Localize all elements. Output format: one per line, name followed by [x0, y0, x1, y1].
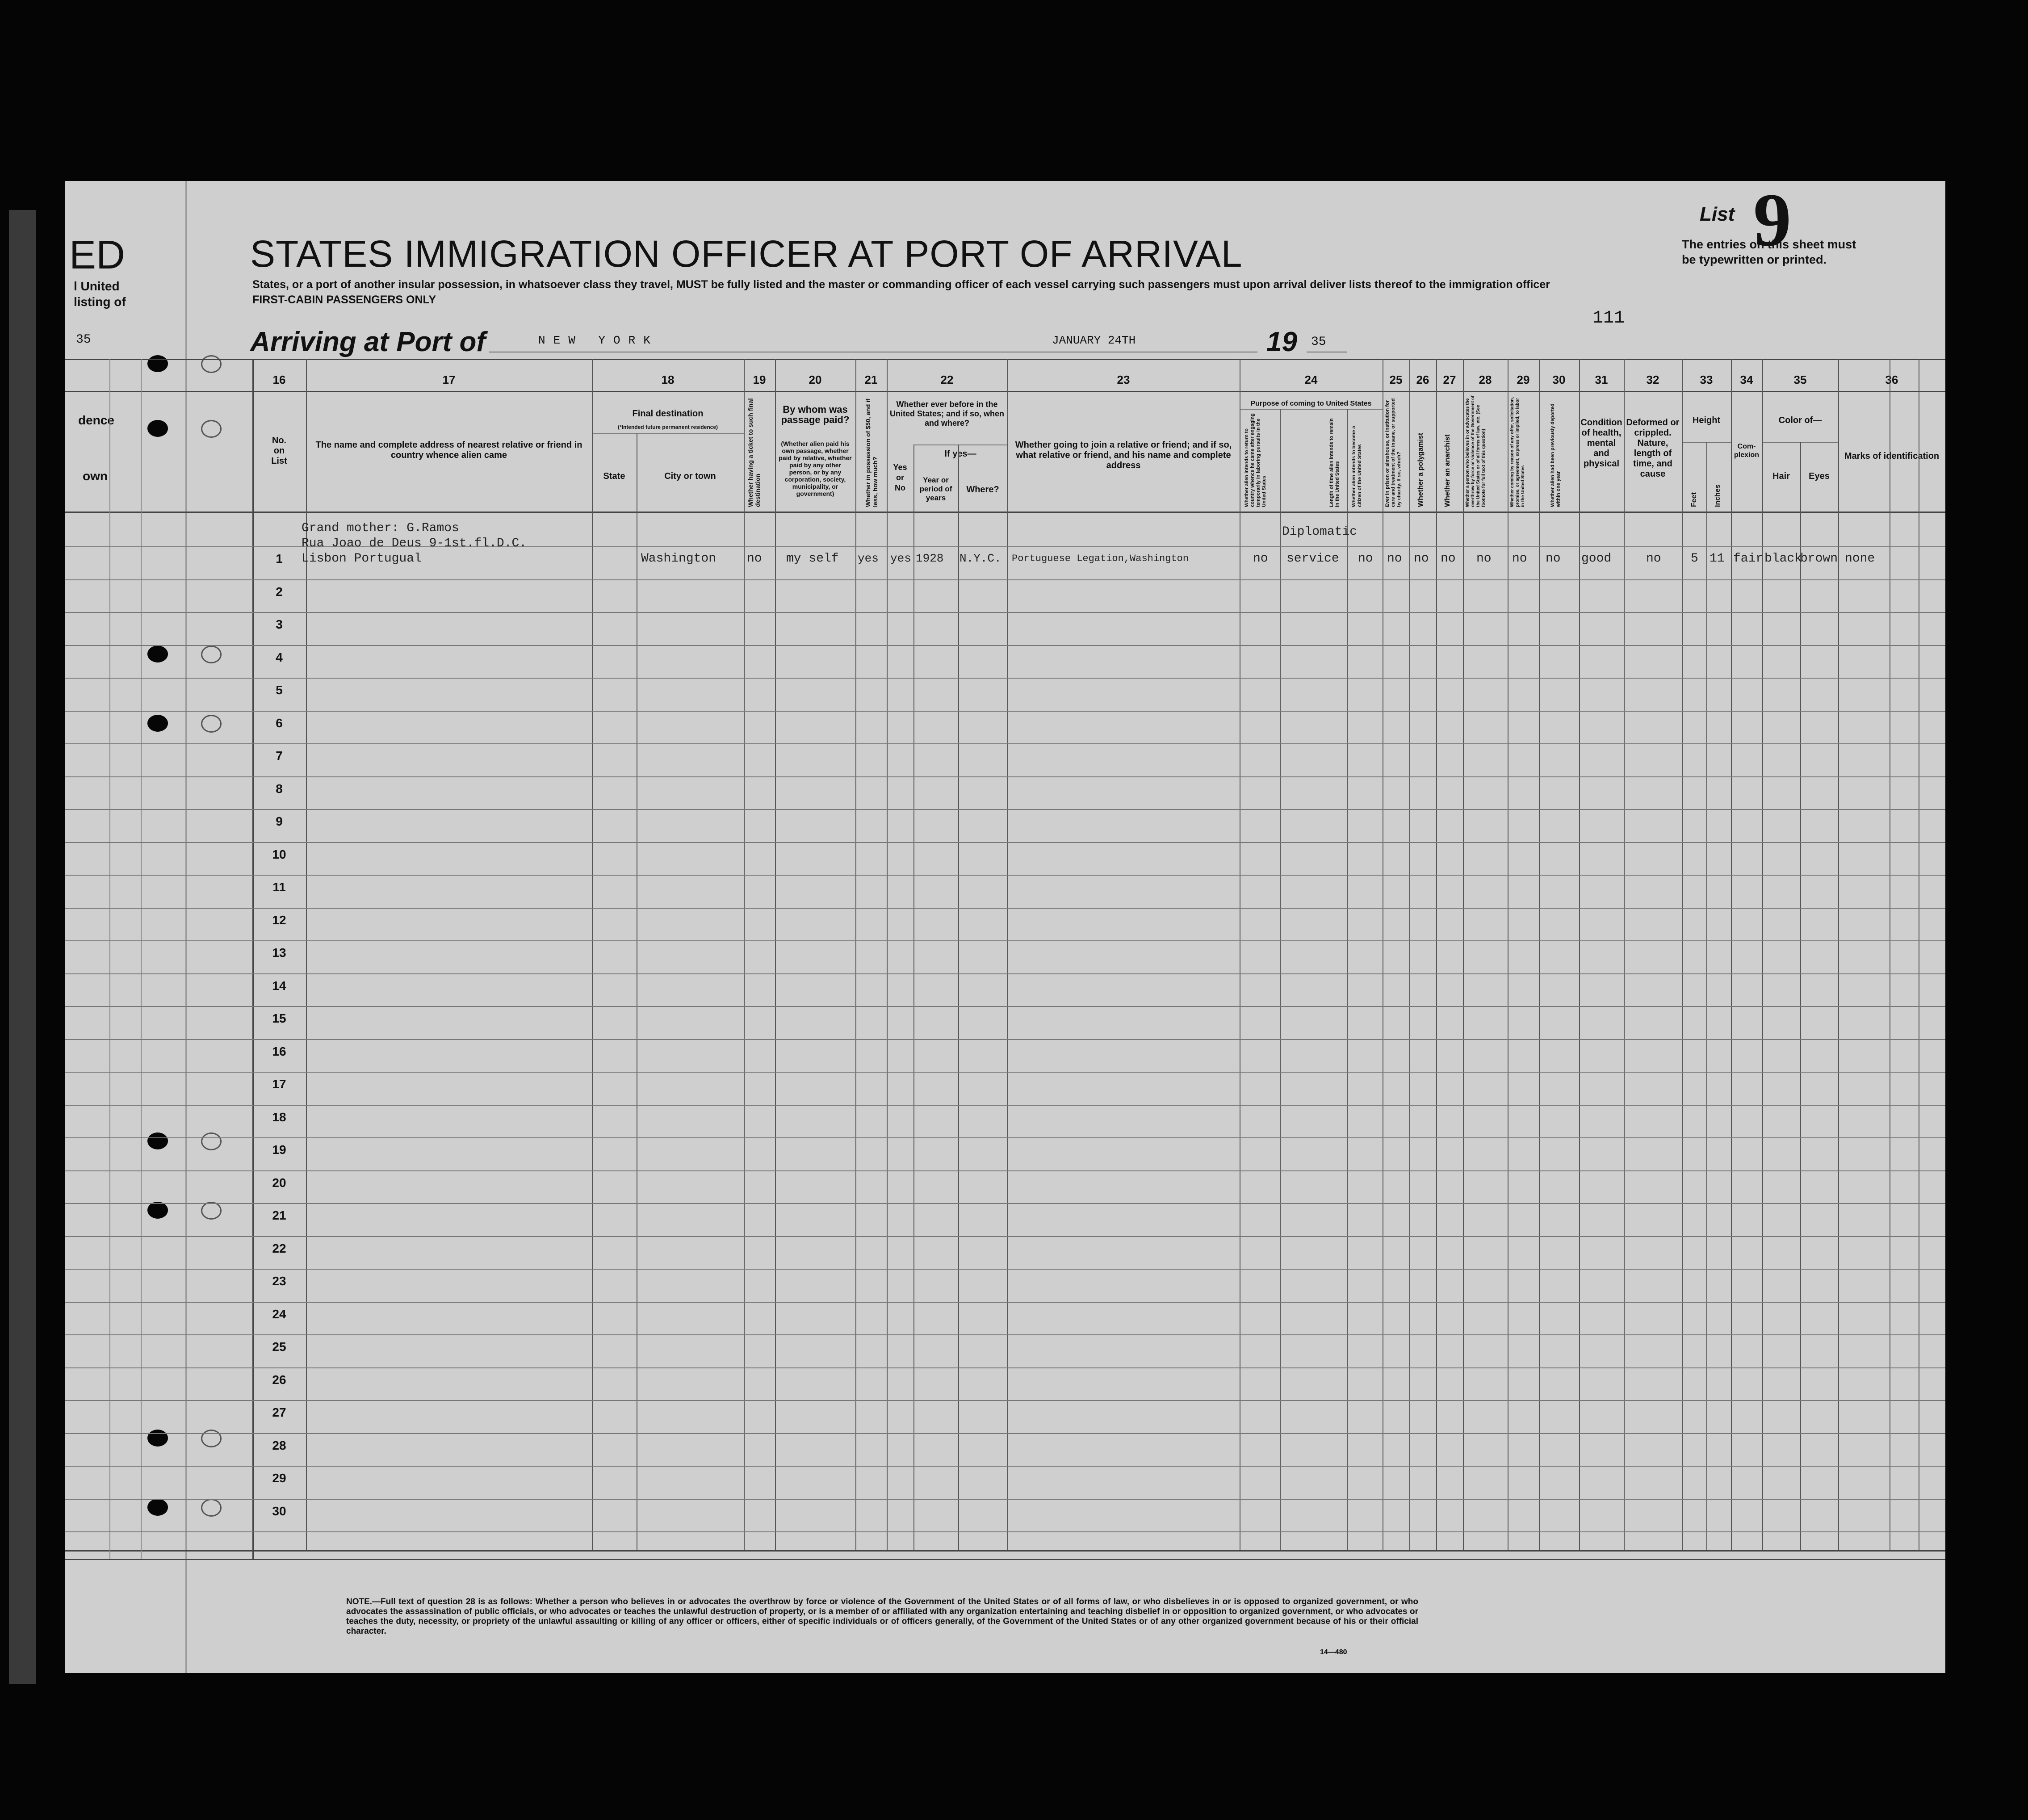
port-value: NEW YORK: [538, 334, 658, 347]
entry-possession: yes: [858, 552, 879, 565]
header-where: Where?: [966, 485, 999, 495]
entries-note-line: be typewritten or printed.: [1682, 253, 1827, 266]
column-rule: [1800, 442, 1801, 1550]
row-rule: [65, 1236, 1945, 1237]
row-rule: [65, 875, 1945, 876]
row-number: 12: [272, 913, 286, 927]
entry-inches: 11: [1710, 552, 1725, 566]
header-if-yes: If yes—: [944, 449, 976, 459]
row-number: 18: [272, 1110, 286, 1124]
col-number: 28: [1479, 373, 1492, 386]
stub-col-label: dence: [78, 413, 114, 427]
row-rule: [65, 842, 1945, 843]
col-number: 32: [1646, 373, 1659, 386]
row-rule: [65, 908, 1945, 909]
entry-anarchist: no: [1441, 552, 1456, 566]
col-number: 34: [1740, 373, 1753, 386]
header-paid-by: By whom was passage paid?: [781, 404, 850, 425]
column-rule: [592, 359, 593, 1550]
col-number: 33: [1700, 373, 1713, 386]
column-rule: [1762, 359, 1763, 1550]
col-number: 18: [661, 373, 675, 386]
binder-ring: [201, 1499, 222, 1517]
row-rule: [65, 1170, 1945, 1171]
entry-joining: Portuguese Legation,Washington: [1012, 553, 1189, 564]
column-rule: [913, 445, 914, 1550]
binder-ring: [201, 715, 222, 733]
header-height: Height: [1692, 415, 1721, 425]
col-number: 17: [442, 373, 456, 386]
header-citizen: Whether alien intends to become a citizen of the United States: [1351, 426, 1362, 507]
entry-year: 1928: [916, 552, 944, 565]
row-rule: [65, 940, 1945, 941]
row-rule: [65, 743, 1945, 744]
header-purpose-length: Length of time alien intends to remain in the United States: [1329, 418, 1340, 507]
row-number: 2: [276, 585, 283, 599]
entry-purpose-return: no: [1253, 552, 1268, 566]
stub-fragment-title: ED: [69, 233, 126, 277]
entry-complexion: fair: [1733, 552, 1764, 566]
entry-polygamist: no: [1414, 552, 1429, 566]
entry-overthrow: no: [1476, 552, 1492, 566]
entry-relative-name: Grand mother: G.Ramos: [302, 521, 459, 535]
row-number: 27: [272, 1405, 286, 1419]
row-rule: [65, 1499, 1945, 1500]
stub-col-label: own: [83, 469, 108, 483]
header-color-of: Color of—: [1778, 415, 1822, 425]
binder-hole: [147, 646, 168, 663]
back-page-edge: [9, 210, 36, 1684]
entries-note: [1682, 237, 1856, 267]
row-rule: [65, 1531, 1945, 1532]
entry-deformed: no: [1646, 552, 1661, 566]
header-yes-no: Yes or No: [893, 463, 907, 492]
table-bottom-rule: [65, 1550, 1945, 1552]
header-final-destination-note: (*Intended future permanent residence): [617, 424, 718, 430]
row-rule: [65, 612, 1945, 613]
stub-year: 35: [76, 333, 91, 347]
column-rule: [958, 445, 959, 1550]
header-going-to-join: Whether going to join a relative or friend; and if so, what relative or friend, and his name and complete address: [1015, 440, 1232, 470]
row-number: 6: [276, 716, 283, 730]
col-number: 16: [272, 373, 286, 386]
footer-note: NOTE.—Full text of question 28 is as follows: Whether a person who believes in or advocates the overthrow by force or violence of the Government of the United States or of all forms of law, or who disbelieves in or is opposed to organized government, or who advocates the assassination of public officials, or who advocates or teaches the unlawful destruction of property, or is a member of or affiliated with any organization entertaining and teaching disbelief in or opposition to organized government, or who advocates or teaches the duty, necessity, or propriety of the unlawful assaulting or killing of any officer or officers, either of specific individuals or of officers generally, of the Government of the United States or of any other organized government because of his or their official character.: [346, 1597, 1418, 1636]
year-suffix: 35: [1311, 335, 1326, 349]
header-inches: Inches: [1714, 484, 1722, 507]
binder-hole: [147, 715, 168, 732]
row-rule: [65, 1006, 1945, 1007]
binder-hole: [147, 1430, 168, 1447]
col-number: 31: [1595, 373, 1608, 386]
list-label: List: [1700, 203, 1735, 225]
header-prison: Ever in prison or almshouse, or institution for care and treatment of the insane, or supported by charity. If so, which?: [1385, 398, 1402, 507]
row-rule: [65, 1269, 1945, 1270]
col-number: 35: [1793, 373, 1807, 386]
col-number: 22: [940, 373, 954, 386]
header-overthrow: Whether a person who believes in or advocates the overthrow by force or violence of the Government of the United States or of all forms of law, etc. (See footnote for full text of this question): [1465, 395, 1486, 507]
row-rule: [65, 809, 1945, 810]
row-number: 23: [272, 1274, 286, 1288]
page-title: STATES IMMIGRATION OFFICER AT PORT OF ARRIVAL: [250, 233, 1243, 275]
header-deformed: Deformed or crippled. Nature, length of time, and cause: [1626, 418, 1680, 479]
header-deported: Whether alien had been previously deported within one year: [1550, 403, 1561, 507]
binder-hole: [147, 1202, 168, 1219]
list-number: 9: [1753, 181, 1791, 262]
header-paid-by-note: (Whether alien paid his own passage, whether paid by relative, whether paid by any other person, or by any corporation, society, municipality, or government): [779, 440, 852, 497]
col-number: 30: [1552, 373, 1566, 386]
header-marks: Marks of identification: [1844, 451, 1940, 461]
row-number: 13: [272, 946, 286, 960]
row-number: 20: [272, 1176, 286, 1190]
row-number: 10: [272, 847, 286, 861]
date-value: JANUARY 24TH: [1052, 334, 1136, 347]
row-rule: [65, 579, 1945, 580]
instruction-text: States, or a port of another insular possession, in whatsoever class they travel, MUST be fully listed and the master or commanding officer of each vessel carrying such passengers must upon arrival deliver lists thereof to the immigration officer: [252, 278, 1550, 291]
row-rule: [65, 1137, 1945, 1138]
header-offer: Whether coming by reason of any offer, solicitation, promise, or agreement, express or implied, to labor in the United States: [1510, 397, 1525, 507]
row-number: 25: [272, 1340, 286, 1354]
row-rule: [65, 1039, 1945, 1040]
col-number: 36: [1885, 373, 1898, 386]
col-number: 27: [1443, 373, 1456, 386]
stub-fragment-line: listing of: [74, 295, 126, 309]
header-ever-before: Whether ever before in the United States; and if so, when and where?: [889, 400, 1005, 428]
entry-ticket: no: [747, 552, 762, 566]
row-number: 29: [272, 1471, 286, 1485]
row-rule: [65, 1302, 1945, 1303]
header-purpose-return: Whether alien intends to return to country whence he came after engaging temporarily in laboring pursuits in the United States: [1244, 413, 1267, 507]
row-number: 8: [276, 782, 283, 796]
manifest-sheet: [65, 181, 1945, 1673]
row-rule: [65, 776, 1945, 777]
entry-paid-by: my self: [786, 552, 839, 566]
header-relative-address: The name and complete address of nearest relative or friend in country whence alien came: [315, 440, 582, 460]
entry-marks: none: [1845, 552, 1875, 566]
stub-rule: [141, 359, 142, 1559]
row-number: 30: [272, 1504, 286, 1518]
row-rule: [65, 1400, 1945, 1401]
row-rule: [65, 645, 1945, 646]
row-number: 11: [272, 880, 286, 894]
header-condition-health: Condition of health, mental and physical: [1580, 418, 1622, 469]
row-rule: [65, 1203, 1945, 1204]
row-number: 3: [276, 617, 283, 631]
row-number: 14: [272, 979, 286, 993]
row-number: 5: [276, 683, 283, 697]
entry-offer: no: [1512, 552, 1527, 566]
header-polygamist: Whether a polygamist: [1417, 432, 1425, 507]
row-number: 7: [276, 749, 283, 763]
col-number: 24: [1304, 373, 1318, 386]
column-rule: [887, 359, 888, 1550]
entry-eyes: brown: [1800, 552, 1838, 566]
row-rule: [65, 1433, 1945, 1434]
left-stub: [65, 181, 187, 1673]
entry-purpose-length: Diplomatic: [1282, 525, 1358, 539]
header-city: City or town: [664, 471, 716, 481]
row-number: 15: [272, 1011, 286, 1025]
header-eyes: Eyes: [1809, 471, 1830, 481]
column-rule: [1409, 359, 1410, 1550]
row-rule: [65, 678, 1945, 679]
row-number: 9: [276, 814, 283, 828]
col-number: 20: [809, 373, 822, 386]
column-rule: [1007, 359, 1008, 1550]
stub-fragment-line: l United: [74, 279, 120, 293]
entries-note-line: The entries on this sheet must: [1682, 238, 1856, 251]
row-number: 22: [272, 1241, 286, 1255]
entry-ever-before: yes: [890, 552, 911, 565]
entry-hair: black: [1764, 552, 1802, 566]
row-number: 1: [276, 552, 283, 566]
header-purpose: Purpose of coming to United States: [1250, 400, 1372, 407]
header-ticket: Whether having a ticket to such final destination: [747, 398, 761, 507]
header-feet: Feet: [1690, 492, 1698, 507]
binder-ring: [201, 1132, 222, 1150]
header-complexion: Com- plexion: [1734, 443, 1759, 459]
header-final-destination: Final destination: [632, 409, 704, 419]
col-number: 26: [1416, 373, 1429, 386]
row-number: 28: [272, 1438, 286, 1452]
row-number: 19: [272, 1143, 286, 1157]
row-rule: [65, 1334, 1945, 1335]
binder-ring: [201, 1430, 222, 1447]
binder-ring: [201, 1202, 222, 1220]
column-rule: [1731, 359, 1732, 1550]
stub-rule: [109, 359, 110, 1559]
table-rule: [65, 391, 1945, 392]
column-rule: [1706, 442, 1707, 1550]
column-rule: [1579, 359, 1580, 1550]
year-prefix: 19: [1266, 327, 1297, 357]
binder-ring: [201, 646, 222, 663]
column-rule: [855, 359, 856, 1550]
entry-health: good: [1581, 552, 1612, 566]
entry-deported: no: [1546, 552, 1561, 566]
header-year-period: Year or period of years: [919, 476, 952, 502]
table-top-rule: [65, 359, 1945, 360]
column-rule: [775, 359, 776, 1550]
column-rule: [1539, 359, 1540, 1550]
table-header-rule: [65, 512, 1945, 513]
header-no-on-list: No. on List: [271, 436, 287, 466]
entry-purpose-length: service: [1286, 552, 1339, 566]
binder-ring: [201, 355, 222, 373]
col-number: 25: [1389, 373, 1403, 386]
header-anarchist: Whether an anarchist: [1444, 434, 1451, 507]
column-rule: [744, 359, 745, 1550]
table-bottom-rule: [65, 1559, 1945, 1560]
binder-hole: [147, 1132, 168, 1149]
entry-where: N.Y.C.: [960, 552, 1001, 565]
entry-relative-street: Rua Joao de Deus 9-1st.fl.D.C.: [302, 537, 527, 550]
form-number: 14—480: [1320, 1648, 1347, 1656]
header-state: State: [603, 471, 625, 481]
col-number: 19: [753, 373, 766, 386]
passenger-class-label: FIRST-CABIN PASSENGERS ONLY: [252, 294, 436, 306]
entry-relative-city: Lisbon Portugual: [302, 552, 422, 566]
row-rule: [65, 973, 1945, 974]
page-number: 111: [1592, 308, 1625, 328]
row-number: 26: [272, 1373, 286, 1387]
entry-feet: 5: [1691, 552, 1698, 566]
row-number: 21: [272, 1208, 286, 1222]
col-number: 23: [1117, 373, 1130, 386]
entry-citizen: no: [1358, 552, 1373, 566]
binder-hole: [147, 1499, 168, 1516]
row-number: 17: [272, 1077, 286, 1091]
header-sub-rule: [592, 433, 744, 434]
column-rule: [1463, 359, 1464, 1550]
row-rule: [65, 1105, 1945, 1106]
header-possession: Whether in possession of $50, and if less, how much?: [864, 398, 879, 507]
row-number: 4: [276, 650, 283, 664]
entry-city: Washington: [641, 552, 717, 566]
row-rule: [65, 711, 1945, 712]
entry-prison: no: [1387, 552, 1402, 566]
header-sub-rule: [1240, 409, 1383, 410]
binder-ring: [201, 420, 222, 438]
column-rule: [1436, 359, 1437, 1550]
col-number: 21: [864, 373, 878, 386]
column-rule: [1838, 359, 1839, 1550]
row-rule: [65, 1466, 1945, 1467]
row-rule: [65, 1367, 1945, 1368]
row-rule: [65, 1072, 1945, 1073]
row-number: 24: [272, 1307, 286, 1321]
col-number: 29: [1517, 373, 1530, 386]
binder-hole: [147, 355, 168, 372]
binder-hole: [147, 420, 168, 437]
column-rule: [1682, 359, 1683, 1550]
column-rule: [1624, 359, 1625, 1550]
arriving-label: Arriving at Port of: [250, 327, 486, 357]
row-number: 16: [272, 1044, 286, 1058]
header-hair: Hair: [1772, 471, 1790, 481]
